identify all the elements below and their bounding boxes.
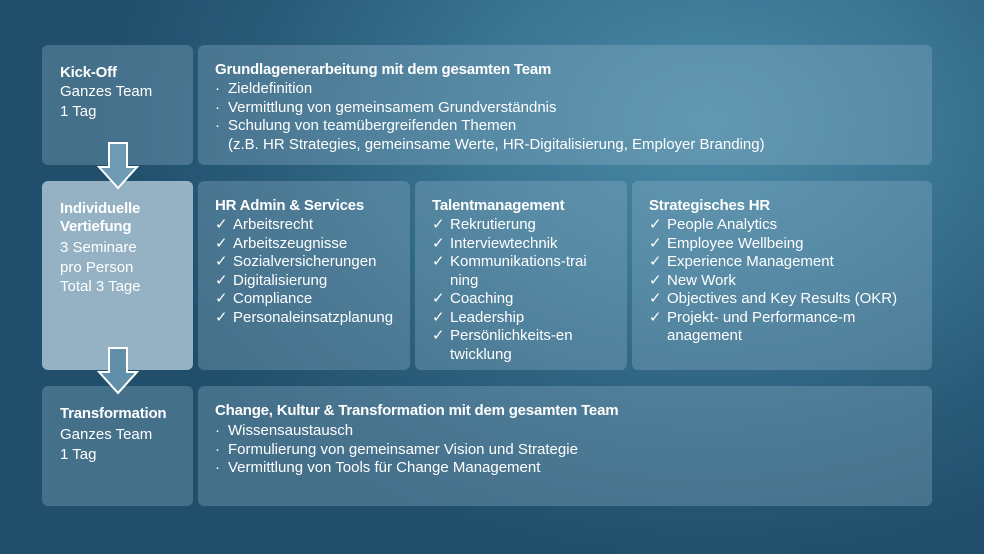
- kickoff-panel-title: Grundlagenerarbeitung mit dem gesamten Team: [215, 61, 552, 78]
- module-item-list: [432, 216, 627, 364]
- stage-title: Individuelle Vertiefung: [60, 200, 141, 235]
- kickoff-item-list: [215, 80, 932, 154]
- list-item: ✓ Objectives and Key Results (OKR): [649, 290, 898, 307]
- list-item: ✓ New Work: [649, 271, 736, 289]
- list-item: · Schulung von teamübergreifenden Themen: [215, 117, 517, 134]
- stage-detail: Total 3 Tage: [60, 278, 141, 295]
- check-icon: ✓: [432, 253, 445, 270]
- bullet-icon: ·: [215, 117, 220, 134]
- stage-detail: Ganzes Team: [60, 426, 153, 443]
- stage-detail: pro Person: [60, 258, 134, 276]
- list-item: ✓ Arbeitsrecht: [215, 216, 314, 233]
- check-icon: ✓: [215, 290, 228, 307]
- list-item: (z.B. HR Strategies, gemeinsame Werte, HR-Digitalisierung, Employer Branding): [228, 135, 765, 153]
- list-item: ✓ Digitalisierung: [215, 271, 328, 289]
- list-item: ✓ Coaching: [432, 290, 514, 307]
- list-item: ✓ Rekrutierung: [432, 216, 536, 233]
- check-icon: ✓: [432, 327, 445, 344]
- arrow-down-icon: [97, 142, 139, 190]
- check-icon: ✓: [215, 234, 228, 252]
- list-item: · Formulierung von gemeinsamer Vision und Strategie: [215, 440, 578, 458]
- module-title: HR Admin & Services: [215, 197, 365, 214]
- module-strategisches-hr: [632, 181, 932, 370]
- bullet-icon: ·: [215, 80, 220, 97]
- check-icon: ✓: [649, 253, 662, 270]
- stage-detail: 1 Tag: [60, 102, 97, 120]
- stage-detail: Ganzes Team: [60, 83, 153, 100]
- module-talentmanagement: [415, 181, 627, 370]
- stage-transformation: [42, 386, 193, 506]
- check-icon: ✓: [432, 290, 445, 307]
- list-item: ✓ Projekt- und Performance-management: [649, 308, 856, 344]
- stage-title: Kick-Off: [60, 64, 117, 81]
- check-icon: ✓: [649, 216, 662, 233]
- bullet-icon: ·: [215, 98, 220, 116]
- module-item-list: [649, 216, 932, 346]
- check-icon: ✓: [649, 271, 662, 289]
- bullet-icon: ·: [215, 440, 220, 458]
- module-title: Talentmanagement: [432, 197, 565, 214]
- list-item: ✓ Arbeitszeugnisse: [215, 234, 348, 252]
- kickoff-content-panel: [198, 45, 932, 165]
- module-hr-admin: [198, 181, 410, 370]
- check-icon: ✓: [432, 308, 445, 326]
- check-icon: ✓: [215, 308, 228, 326]
- transformation-content-panel: [198, 386, 932, 506]
- list-item: ✓ Sozialversicherungen: [215, 253, 377, 270]
- list-item: ✓ People Analytics: [649, 216, 778, 233]
- list-item: ✓ Personaleinsatzplanung: [215, 308, 394, 326]
- list-item: ✓ Persönlichkeits-entwicklung: [432, 327, 573, 363]
- module-item-list: [215, 216, 410, 327]
- list-item: ✓ Leadership: [432, 308, 525, 326]
- check-icon: ✓: [649, 308, 662, 326]
- check-icon: ✓: [215, 253, 228, 270]
- transformation-item-list: [215, 422, 932, 478]
- stage-title: Transformation: [60, 405, 167, 422]
- bullet-icon: ·: [215, 422, 220, 439]
- list-item: ✓ Employee Wellbeing: [649, 234, 804, 252]
- bullet-icon: ·: [215, 459, 220, 476]
- list-item: · Vermittlung von Tools für Change Management: [215, 459, 541, 476]
- check-icon: ✓: [649, 290, 662, 307]
- list-item: ✓ Compliance: [215, 290, 313, 307]
- list-item: · Wissensaustausch: [215, 422, 354, 439]
- check-icon: ✓: [432, 234, 445, 252]
- stage-vertiefung: [42, 181, 193, 370]
- check-icon: ✓: [649, 234, 662, 252]
- transformation-panel-title: Change, Kultur & Transformation mit dem gesamten Team: [215, 402, 619, 419]
- list-item: ✓ Interviewtechnik: [432, 234, 558, 252]
- check-icon: ✓: [215, 271, 228, 289]
- list-item: · Vermittlung von gemeinsamem Grundverständnis: [215, 98, 557, 116]
- stage-detail: 1 Tag: [60, 445, 97, 463]
- list-item: · Zieldefinition: [215, 80, 313, 97]
- check-icon: ✓: [215, 216, 228, 233]
- list-item: ✓ Experience Management: [649, 253, 834, 270]
- module-title: Strategisches HR: [649, 197, 771, 214]
- arrow-down-icon: [97, 347, 139, 395]
- list-item: ✓ Kommunikations-training: [432, 253, 587, 289]
- check-icon: ✓: [432, 216, 445, 233]
- stage-detail: 3 Seminare: [60, 239, 137, 256]
